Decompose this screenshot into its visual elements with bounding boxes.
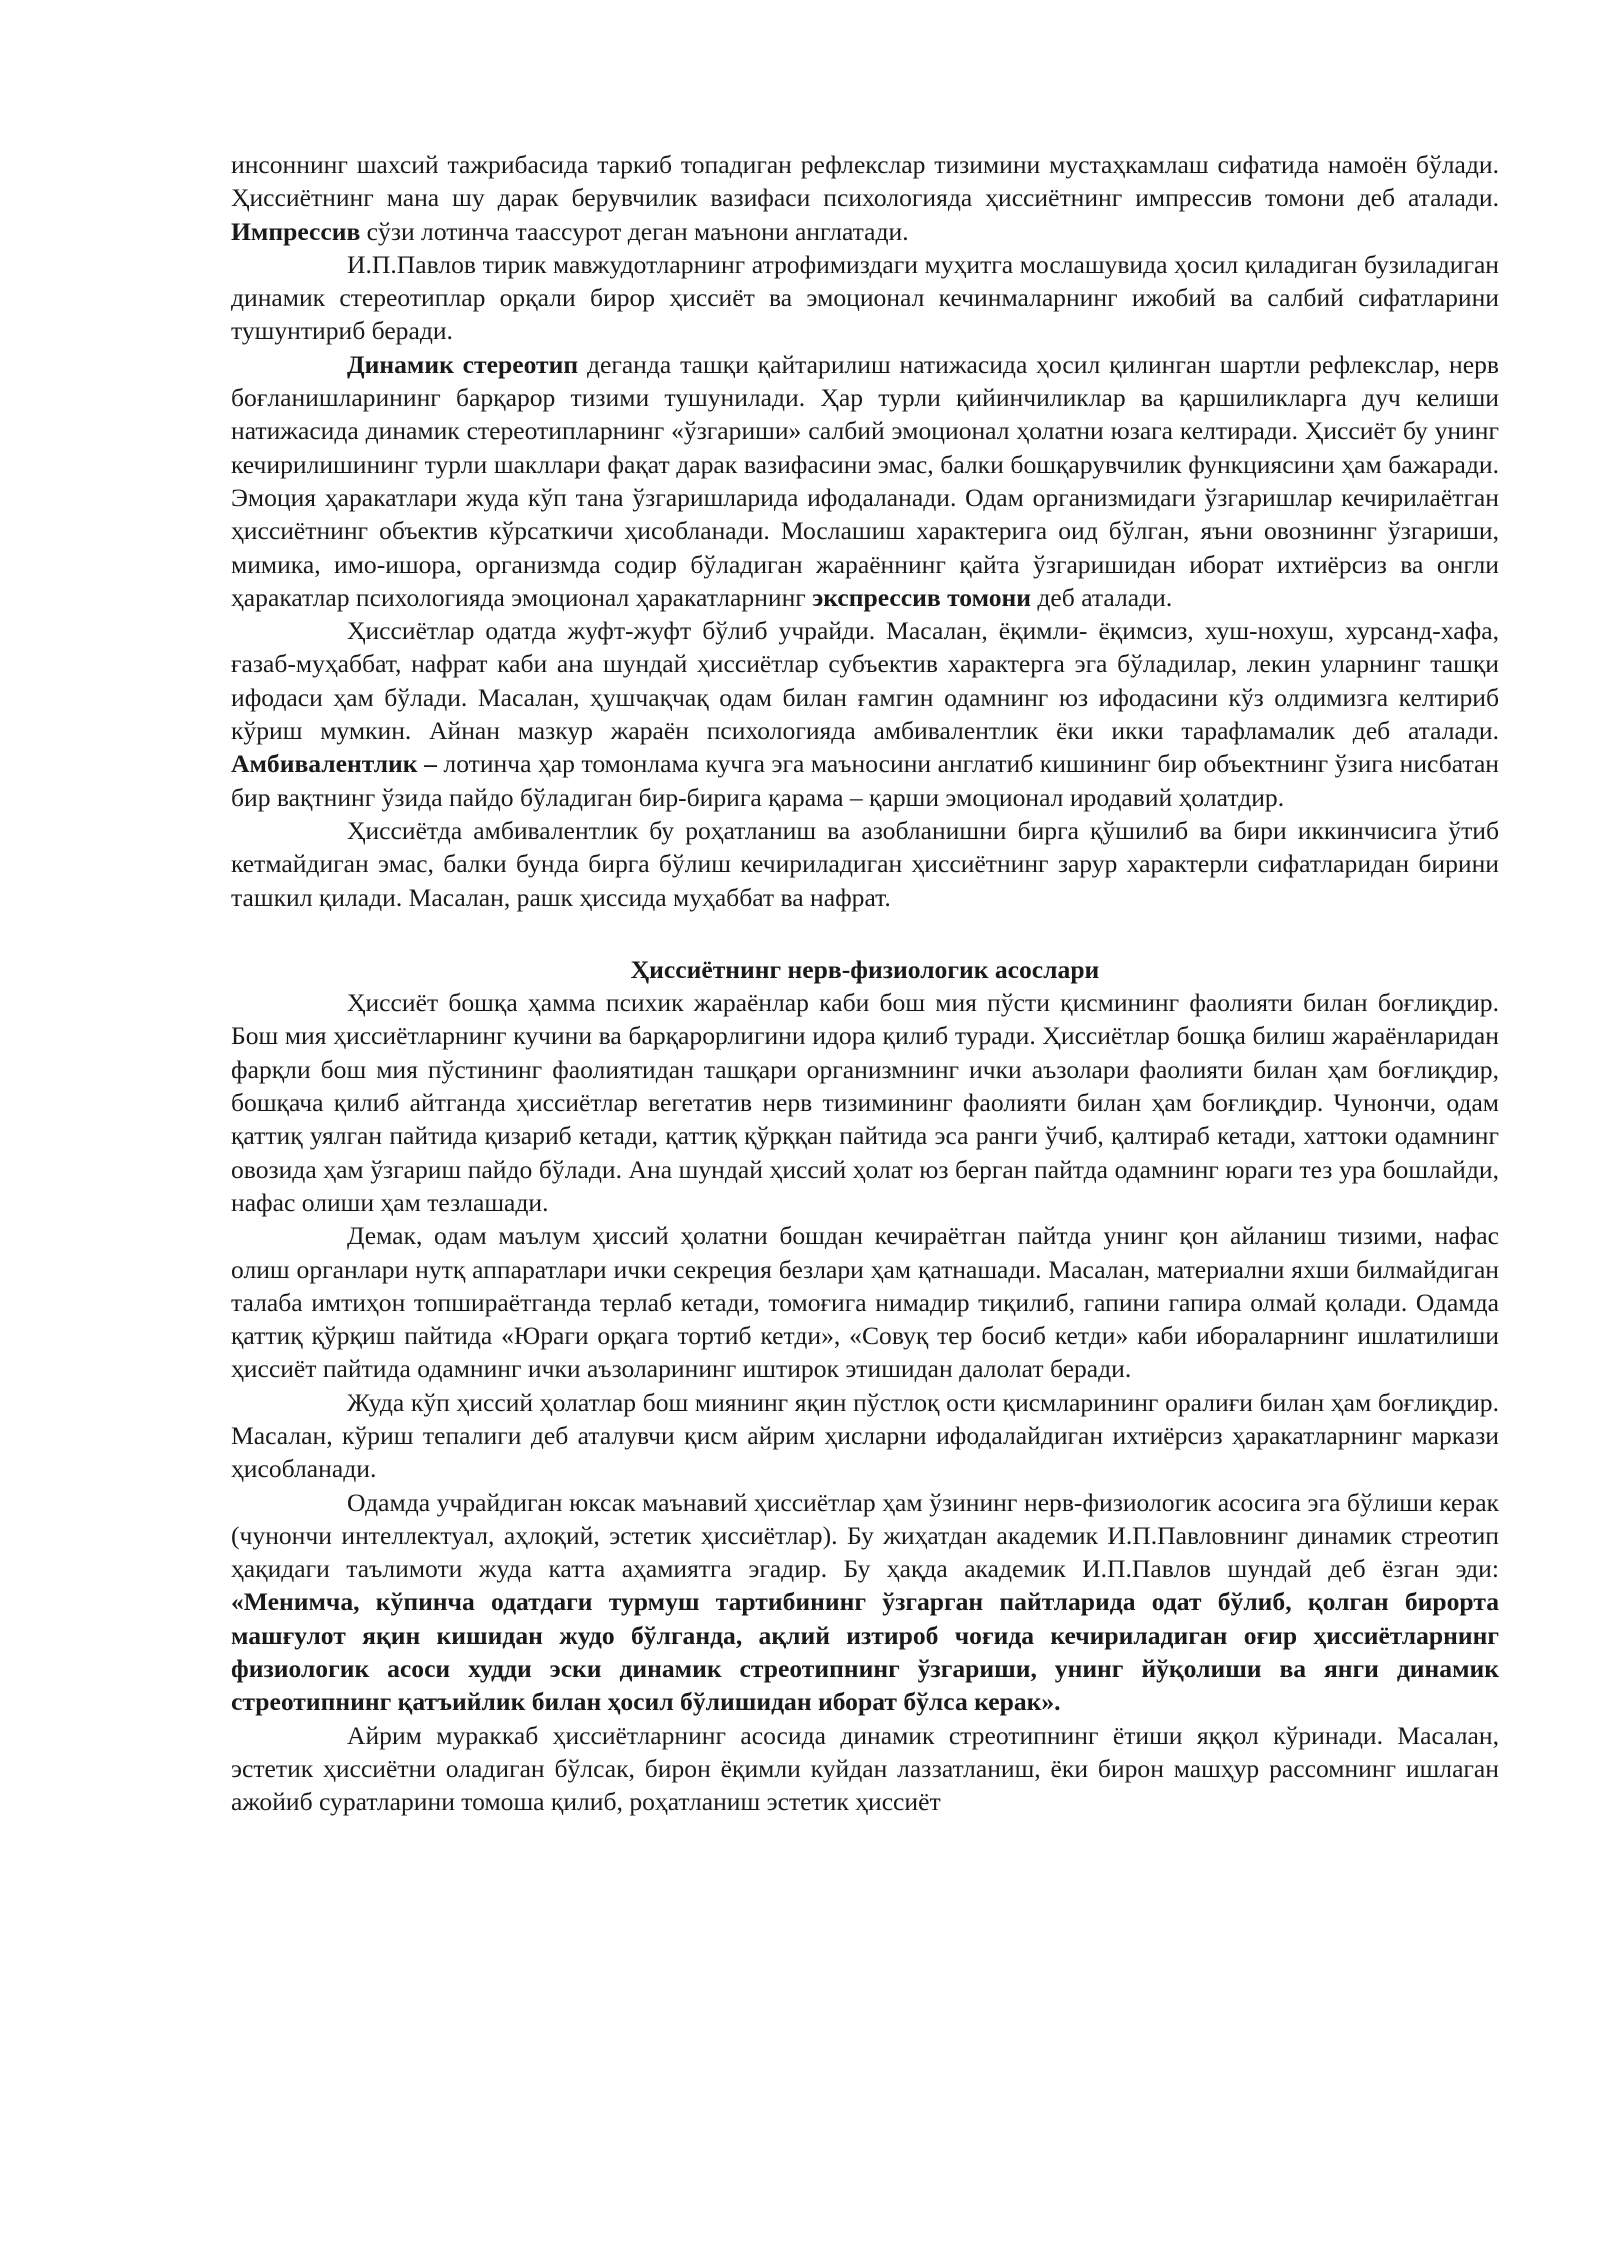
paragraph-text: лотинча ҳар томонлама кучга эга маъносини англатиб кишининг бир объектнинг ўзига нисбатан бир вақтнинг ўзида пайдо бўладиган бир-бирига қарама – қарши эмоционал иродавий ҳолатдир. [231,749,1499,812]
paragraph-text: И.П.Павлов тирик мавжудотларнинг атрофимиздаги муҳитга мослашувида ҳосил қиладиган бузиладиган динамик стереотиплар орқали бирор ҳиссиёт ва эмоционал кечинмаларнинг ижобий ва салбий сифатларини тушунтириб беради. [231,249,1499,346]
section-intro [231,148,1499,914]
paragraph [231,248,1499,348]
document-body [231,148,1499,1819]
paragraph [231,148,1499,248]
paragraph [231,1486,1499,1719]
bold-term: Динамик стереотип [347,349,579,379]
section-heading-text: Ҳиссиётнинг нерв-физиологик асослари [630,954,1100,984]
bold-term: «Менимча, кўпинча одатдаги турмуш тартибининг ўзгарган пайтларида одат бўлиб, қолган бирорта машғулот яқин кишидан жудо бўлганда, ақлий изтироб чоғида кечириладиган оғир ҳиссиётларнинг физиологик асоси худди эски динамик стреотипнинг ўзгариши, унинг йўқолиши ва янги динамик стреотипнинг қатъийлик билан ҳосил бўлишидан иборат бўлса керак». [231,1587,1499,1717]
paragraph-text: Ҳиссиётлар одатда жуфт-жуфт бўлиб учрайди. Масалан, ёқимли- ёқимсиз, хуш-нохуш, хурсанд-хафа, ғазаб-муҳаббат, нафрат каби ана шундай ҳиссиётлар субъектив характерга эга бўладилар, лекин уларнинг ташқи ифодаси ҳам бўлади. Масалан, ҳушчақчақ одам билан ғамгин одамнинг юз ифодасини кўз олдимизга келтириб кўриш мумкин. Айнан мазкур жараён психологияда амбивалентлик ёки икки тарафламалик деб аталади. [231,616,1499,746]
paragraph-text: деганда ташқи қайтарилиш натижасида ҳосил қилинган шартли рефлекслар, нерв боғланишларининг барқарор тизими тушунилади. Ҳар турли қийинчиликлар ва қаршиликларга дуч келиши натижасида динамик стереотипларнинг «ўзгариши» салбий эмоционал ҳолатни юзага келтиради. Ҳиссиёт бу унинг кечирилишининг турли шакллари фақат дарак вазифасини эмас, балки бошқарувчилик функциясини ҳам бажаради. Эмоция ҳаракатлари жуда кўп тана ўзгаришларида ифодаланади. Одам организмидаги ўзгаришлар кечирилаётган ҳиссиётнинг объектив кўрсаткичи ҳисобланади. Мослашиш характерига оид бўлган, яъни овозниннг ўзгариши, мимика, имо-ишора, организмда содир бўладиган жараённинг қайта ўзгаришидан иборат ихтиёрсиз ва онгли ҳаракатлар психологияда эмоционал ҳаракатларнинг [231,349,1499,612]
bold-term: Импрессив [231,216,361,246]
paragraph-text: Жуда кўп ҳиссий ҳолатлар бош миянинг яқин пўстлоқ ости қисмларининг оралиғи билан ҳам боғлиқдир. Масалан, кўриш тепалиги деб аталувчи қисм айрим ҳисларни ифодалайдиган ихтиёрсиз ҳаракатларнинг маркази ҳисобланади. [231,1387,1499,1484]
paragraph [231,1219,1499,1385]
paragraph [231,1719,1499,1819]
bold-term: экспрессив томони [812,582,1031,612]
paragraph-text: деб аталади. [1031,582,1173,612]
paragraph-text: Одамда учрайдиган юксак маънавий ҳиссиётлар ҳам ўзининг нерв-физиологик асосига эга бўлиши керак (чунончи интеллектуал, аҳлоқий, эстетик ҳиссиётлар). Бу жиҳатдан академик И.П.Павловнинг динамик стреотип ҳақидаги таълимоти жуда катта аҳамиятга эгадир. Бу ҳақда академик И.П.Павлов шундай деб ёзган эди: [231,1487,1499,1584]
paragraph [231,348,1499,614]
paragraph-text: Айрим мураккаб ҳиссиётларнинг асосида динамик стреотипнинг ётиши яққол кўринади. Масалан, эстетик ҳиссиётни оладиган бўлсак, бирон ёқимли куйдан лаззатланиш, ёки бирон машҳур рассомнинг ишлаган ажойиб суратларини томоша қилиб, роҳатланиш эстетик ҳиссиёт [231,1720,1499,1817]
paragraph [231,986,1499,1219]
paragraph [231,1386,1499,1486]
paragraph-text: Демак, одам маълум ҳиссий ҳолатни бошдан кечираётган пайтда унинг қон айланиш тизими, нафас олиш органлари нутқ аппаратлари ички секреция безлари ҳам қатнашади. Масалан, материални яхши билмайдиган талаба имтиҳон топшираётганда терлаб кетади, томоғига нимадир тиқилиб, гапини гапира олмай қолади. Одамда қаттиқ қўрқиш пайтида «Юраги орқага тортиб кетди», «Совуқ тер босиб кетди» каби ибораларнинг ишлатилиши ҳиссиёт пайтида одамнинг ички аъзоларининг иштирок этишидан далолат беради. [231,1221,1499,1384]
paragraph [231,814,1499,914]
section-heading [231,953,1499,986]
bold-term: Амбивалентлик – [231,749,437,779]
paragraph [231,614,1499,814]
section-nerve-physiology [231,986,1499,1818]
paragraph-text: Ҳиссиётда амбивалентлик бу роҳатланиш ва азобланишни бирга қўшилиб ва бири иккинчисига ўтиб кетмайдиган эмас, балки бунда бирга бўлиш кечириладиган ҳиссиётнинг зарур характерли сифатларидан бирини ташкил қилади. Масалан, рашк ҳиссида муҳаббат ва нафрат. [231,815,1499,912]
paragraph-text: инсоннинг шахсий тажрибасида таркиб топадиган рефлекслар тизимини мустаҳкамлаш сифатида намоён бўлади. Ҳиссиётнинг мана шу дарак берувчилик вазифаси психологияда ҳиссиётнинг импрессив томони деб аталади. [231,150,1499,213]
paragraph-text: сўзи лотинча таассурот деган маънони англатади. [360,216,909,246]
paragraph-text: Ҳиссиёт бошқа ҳамма психик жараёнлар каби бош мия пўсти қисмининг фаолияти билан боғлиқдир. Бош мия ҳиссиётларнинг кучини ва барқарорлигини идора қилиб туради. Ҳиссиётлар бошқа билиш жараёнларидан фарқли бош мия пўстининг фаолиятидан ташқари организмнинг ички аъзолари фаолияти билан ҳам боғлиқдир, бошқача қилиб айтганда ҳиссиётлар вегетатив нерв тизимининг фаолияти билан ҳам боғлиқдир. Чунончи, одам қаттиқ уялган пайтида қизариб кетади, қаттиқ қўрққан пайтида эса ранги ўчиб, қалтираб кетади, хаттоки одамнинг овозида ҳам ўзгариш пайдо бўлади. Ана шундай ҳиссий ҳолат юз берган пайтда одамнинг юраги тез ура бошлайди, нафас олиши ҳам тезлашади. [231,988,1499,1217]
